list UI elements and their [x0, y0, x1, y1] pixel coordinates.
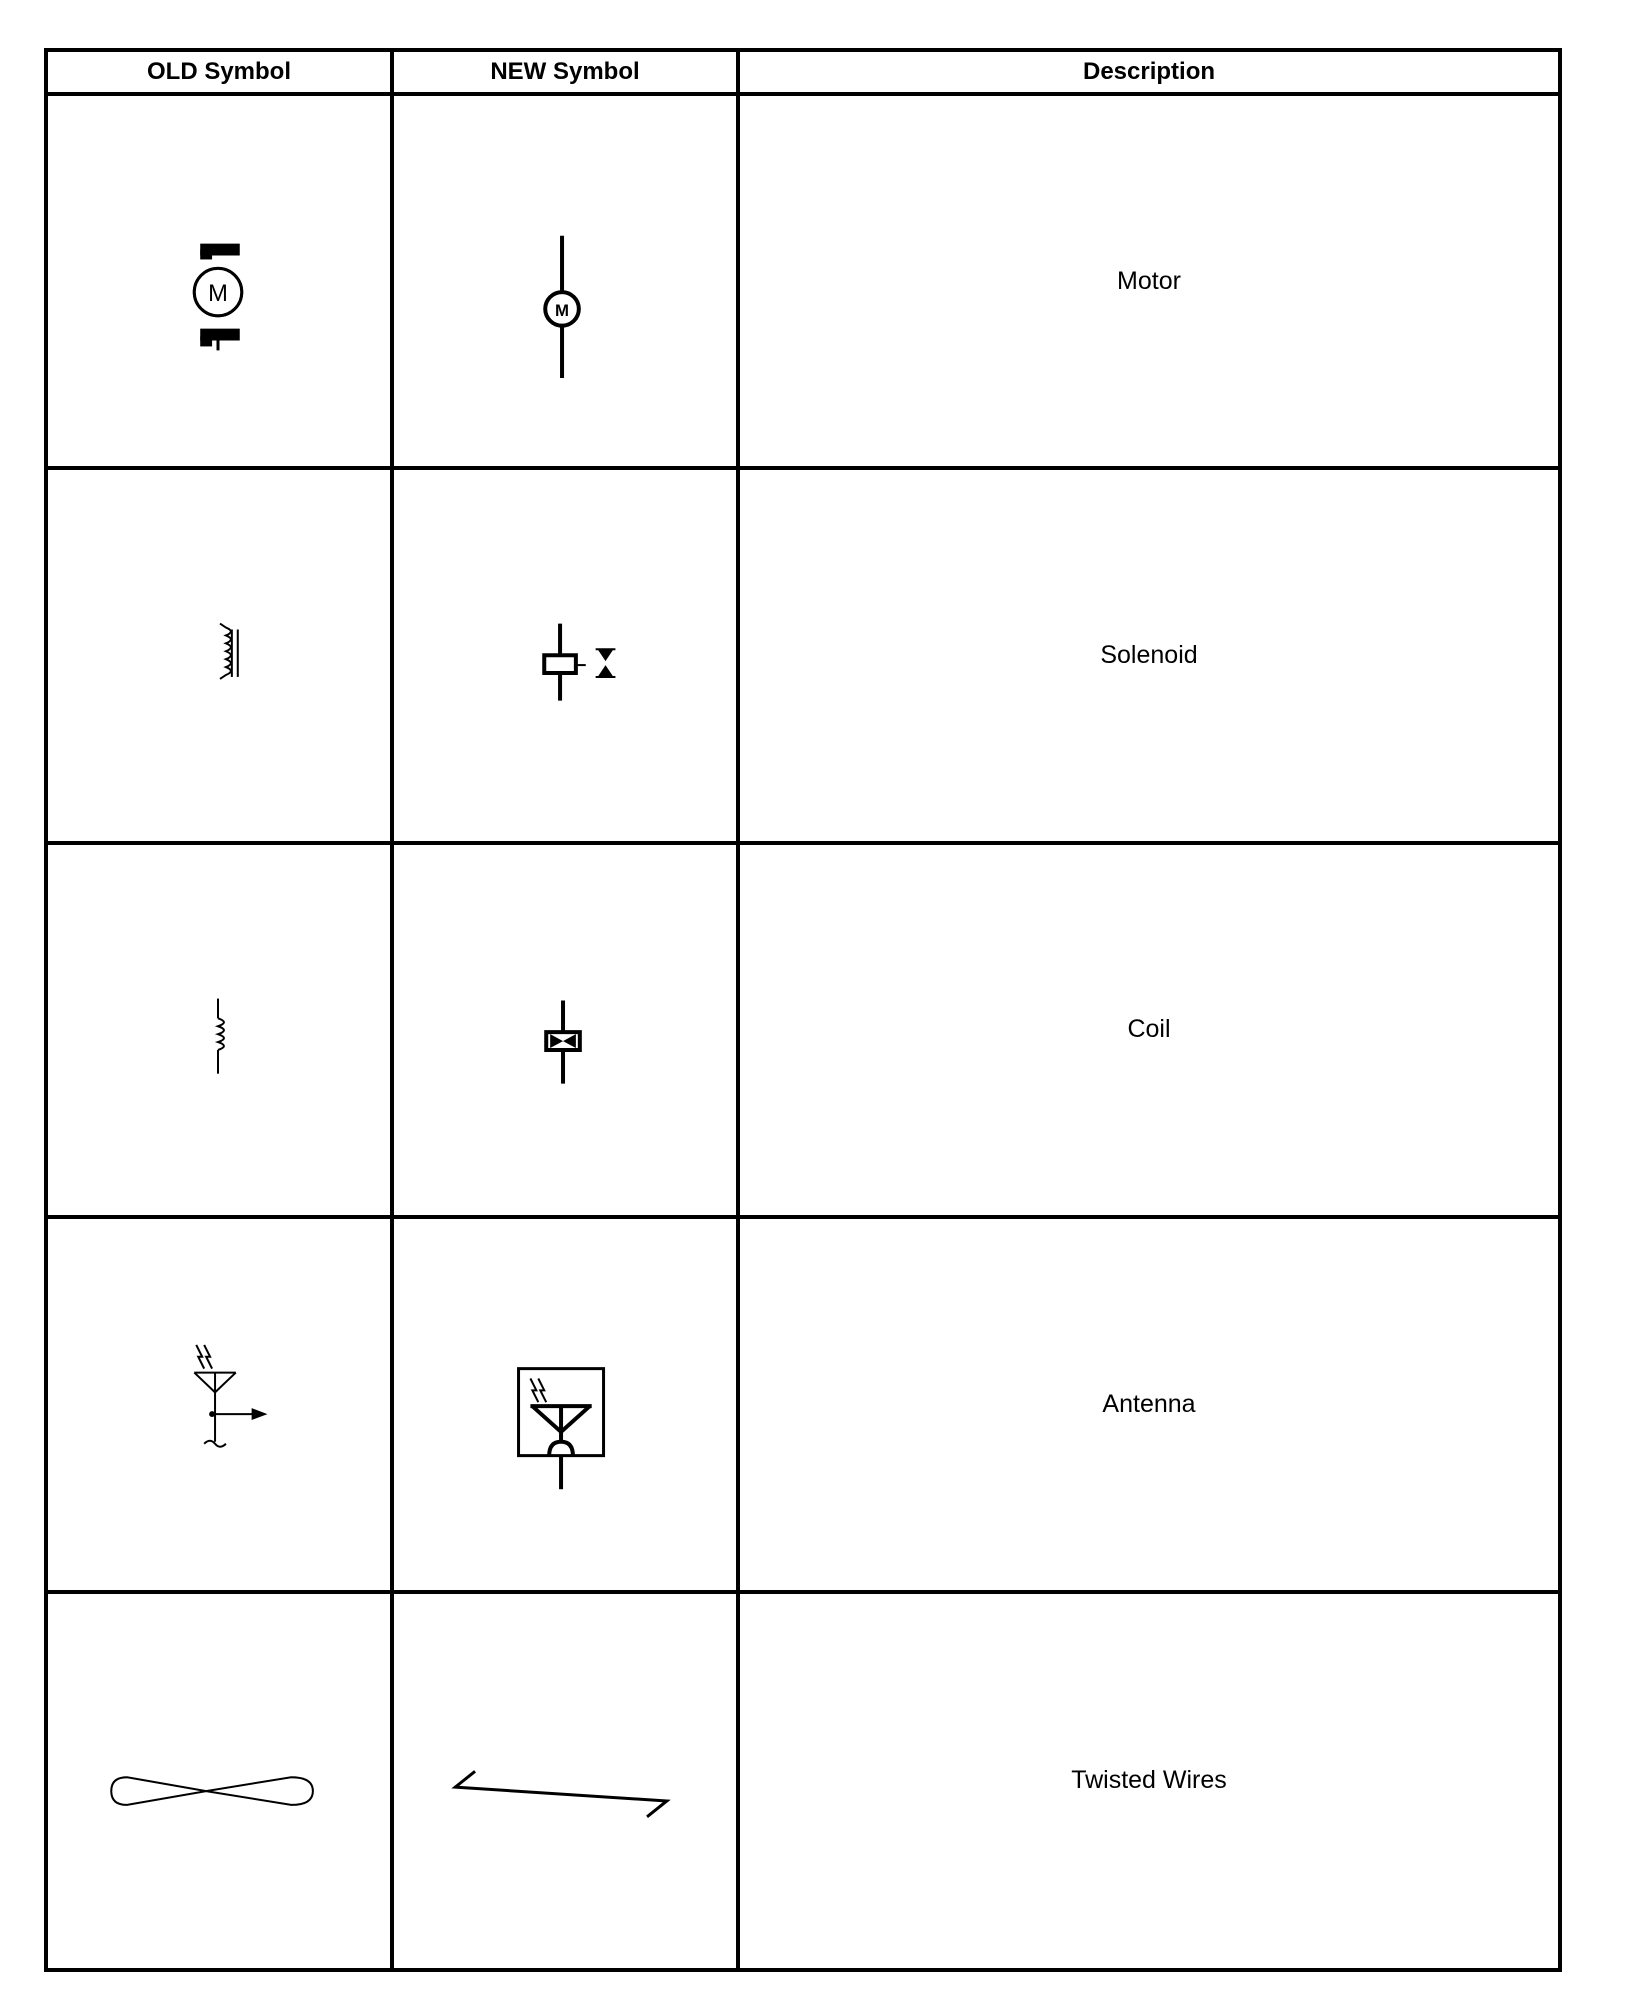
new-symbol-cell-twisted-wires	[394, 1594, 740, 1968]
description-twisted-wires: Twisted Wires	[1071, 1766, 1227, 1795]
description-antenna: Antenna	[740, 1219, 1558, 1593]
description-coil: Coil	[740, 845, 1558, 1219]
coil-new-icon	[394, 845, 736, 1215]
new-symbol-cell-antenna	[394, 1219, 740, 1593]
new-symbol-cell-solenoid	[394, 470, 740, 844]
description-motor: Motor	[740, 96, 1558, 470]
motor-old-icon	[48, 96, 390, 466]
old-symbol-cell-antenna	[48, 1219, 394, 1593]
motor-old-letter: M	[208, 280, 228, 307]
header-description: Description	[740, 52, 1558, 96]
old-symbol-cell-solenoid	[48, 470, 394, 844]
old-symbol-cell-twisted-wires	[48, 1594, 394, 1968]
new-symbol-cell-coil	[394, 845, 740, 1219]
solenoid-old-icon	[48, 470, 390, 840]
description-solenoid: Solenoid	[740, 470, 1558, 844]
new-symbol-cell-motor	[394, 96, 740, 470]
antenna-old-icon	[48, 1219, 390, 1589]
twisted-wires-old-icon	[48, 1594, 390, 1968]
solenoid-new-icon	[394, 470, 736, 840]
old-symbol-cell-coil	[48, 845, 394, 1219]
header-new-symbol: NEW Symbol	[394, 52, 740, 96]
header-old-symbol: OLD Symbol	[48, 52, 394, 96]
motor-new-letter: M	[555, 300, 570, 320]
coil-old-icon	[48, 845, 390, 1215]
antenna-new-icon	[394, 1219, 736, 1589]
motor-new-icon	[394, 96, 736, 466]
symbol-table	[44, 48, 1562, 1972]
old-symbol-cell-motor	[48, 96, 394, 470]
twisted-wires-new-icon	[394, 1594, 736, 1968]
